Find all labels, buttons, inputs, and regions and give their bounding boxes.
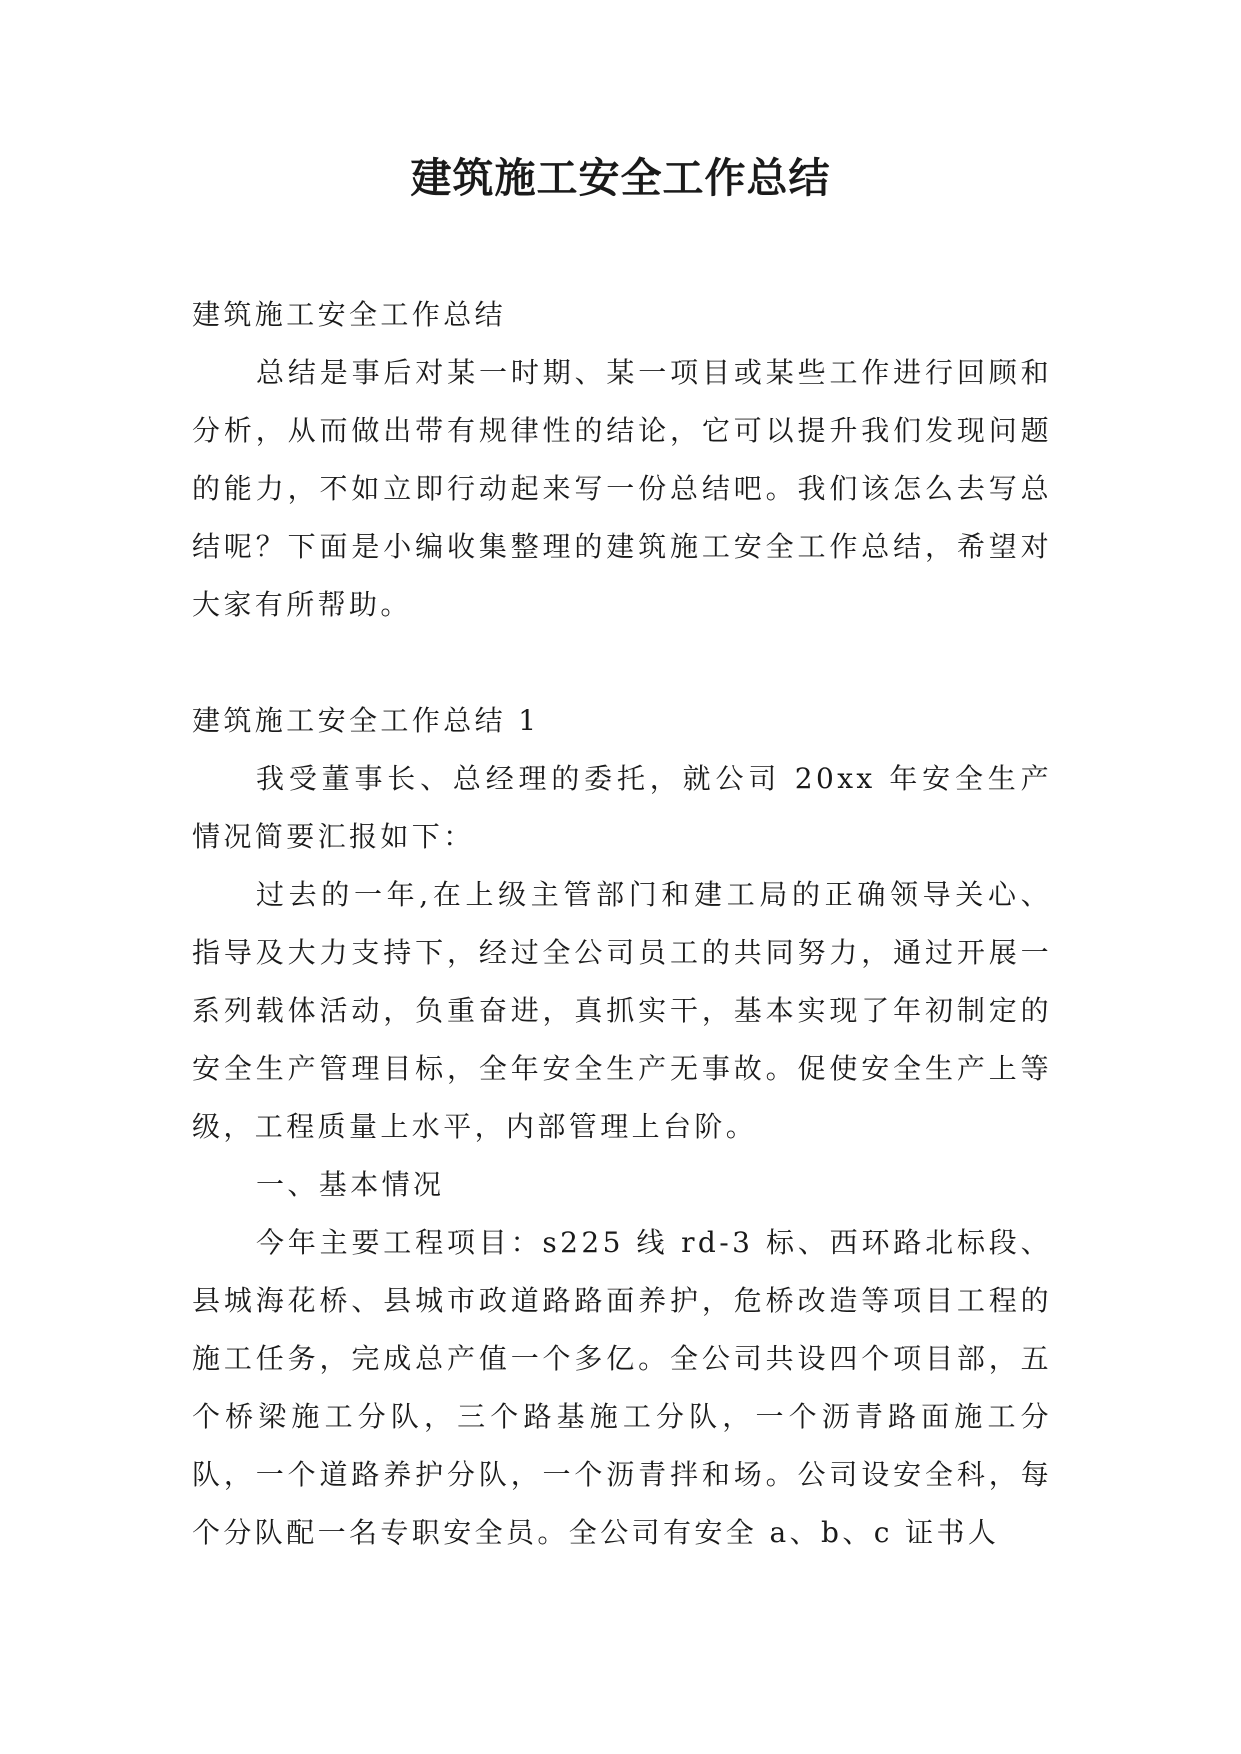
past-year-paragraph: 过去的一年,在上级主管部门和建工局的正确领导关心、指导及大力支持下，经过全公司员工的共同努力，通过开展一系列载体活动，负重奋进，真抓实干，基本实现了年初制定的安全生产管理目标，全年安全生产无事故。促使安全生产上等级，工程质量上水平，内部管理上台阶。	[192, 878, 1052, 1143]
subheading-basic-situation: 一、基本情况	[256, 1168, 445, 1201]
paragraph-spacer	[192, 634, 1052, 692]
document-title: 建筑施工安全工作总结	[410, 154, 831, 202]
section-heading-1: 建筑施工安全工作总结 1	[192, 704, 540, 737]
section-heading-intro: 建筑施工安全工作总结	[192, 298, 507, 331]
report-opening-paragraph: 我受董事长、总经理的委托，就公司 20xx 年安全生产情况简要汇报如下：	[192, 762, 1052, 853]
document-body	[192, 286, 1052, 1562]
intro-paragraph: 总结是事后对某一时期、某一项目或某些工作进行回顾和分析，从而做出带有规律性的结论，它可以提升我们发现问题的能力，不如立即行动起来写一份总结吧。我们该怎么去写总结呢？下面是小编收集整理的建筑施工安全工作总结，希望对大家有所帮助。	[192, 356, 1052, 621]
main-projects-paragraph: 今年主要工程项目：s225 线 rd-3 标、西环路北标段、县城海花桥、县城市政道路路面养护，危桥改造等项目工程的施工任务，完成总产值一个多亿。全公司共设四个项目部，五个桥梁施工分队，三个路基施工分队，一个沥青路面施工分队，一个道路养护分队，一个沥青拌和场。公司设安全科，每个分队配一名专职安全员。全公司有安全 a、b、c 证书人	[192, 1226, 1052, 1549]
